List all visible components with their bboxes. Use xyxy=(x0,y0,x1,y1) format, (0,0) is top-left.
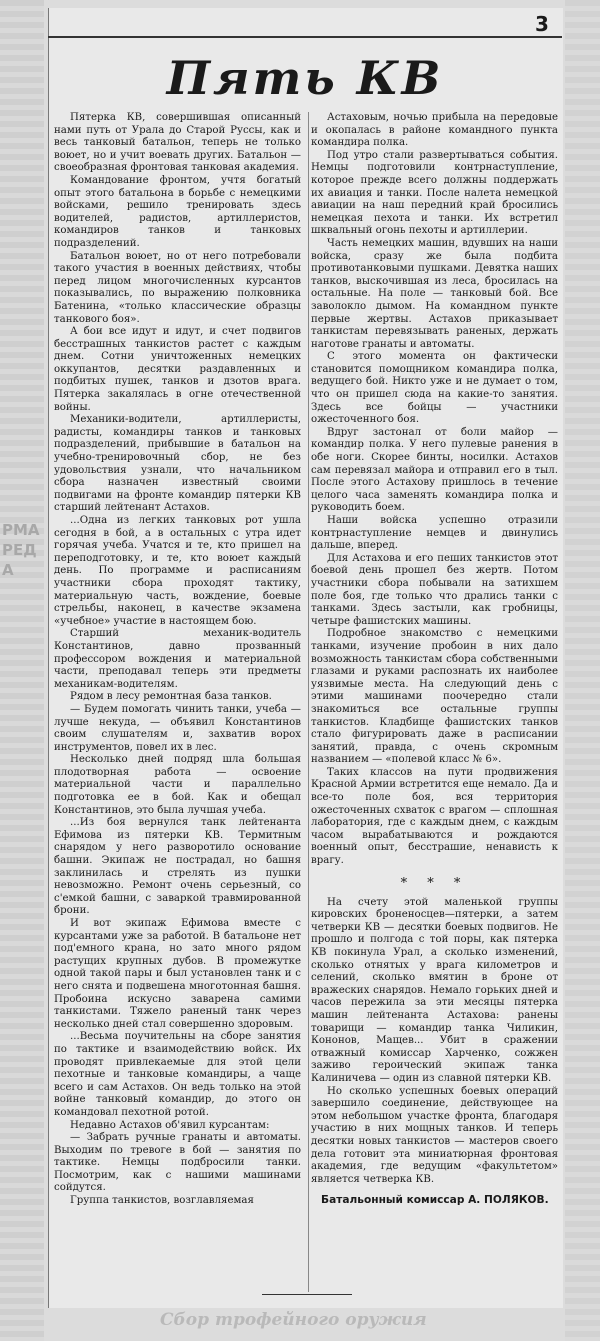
page-number: 3 xyxy=(535,12,549,36)
paragraph: Подробное знакомство с немецкими танками, изучение пробоин в них дало возможность танкистам сбора собственными глазами и руками распознать их наиболее уязвимые места. На следующий день с этими машинами поочередно стали знакомиться все остальные группы танкистов. Кладбище фашистских танков стало фигурировать даже в расписании занятий, правда, с очень скромным названием — «полевой класс № 6». xyxy=(311,628,558,766)
paragraph: — Забрать ручные гранаты и автоматы. Выходим по тревоге в бой — занятия по тактике. Немцы подбросили танки. Посмотрим, как с нашими машинами сойдутся. xyxy=(54,1132,301,1194)
article-column-left xyxy=(54,112,301,1292)
next-article-headline: Сбор трофейного оружия xyxy=(160,1310,427,1330)
paragraph: Рядом в лесу ремонтная база танков. xyxy=(70,691,272,703)
paragraph: ...Весьма поучительны на сборе занятия по тактике и взаимодействию войск. Их проводят привлекаемые для этой цели пехотные и танковые командиры, а чаще всего и сам Астахов. Он ведь только на этой войне танковый командир, до этого он командовал пехотной ротой. xyxy=(54,1031,301,1118)
article-body xyxy=(54,112,558,1292)
paragraph: Механики-водители, артиллеристы, радисты, командиры танков и танковых подразделений, прибывшие в батальон на учебно-тренировочный сбор, не без удовольствия узнали, что начальником сбора назначен известный своими подвигами на фронте командир пятерки КВ старший лейтенант Астахов. xyxy=(54,414,301,514)
paragraph: Пятерка КВ, совершившая описанный нами путь от Урала до Старой Руссы, как и весь танковый батальон, теперь не только воюет, но и учит воевать других. Батальон — своеобразная фронтовая танковая академия. xyxy=(54,112,301,174)
paragraph: ...Из боя вернулся танк лейтенанта Ефимова из пятерки КВ. Термитным снарядом у него разворотило основание башни. Экипаж не пострадал, но башня заклинилась и стрелять из пушки невозможно. Ремонт очень серьезный, со с'емкой башни, с заваркой травмированной брони. xyxy=(54,817,301,917)
paragraph: Наши войска успешно отразили контрнаступление немцев и двинулись дальше, вперед. xyxy=(311,515,558,552)
paragraph: Старший механик-водитель Константинов, давно прозванный профессором вождения и материальной части, преподавал теперь эти предметы механикам-водителям. xyxy=(54,628,301,690)
paragraph: С этого момента он фактически становится помощником командира полка, ведущего бой. Никто уже и не думает о том, что он пришел сюда на какие-то занятия. Здесь все бойцы — участники ожесточенного боя. xyxy=(311,351,558,426)
top-rule xyxy=(48,36,562,38)
paragraph: Для Астахова и его пеших танкистов этот боевой день прошел без жертв. Потом участники сбора побывали на затихшем поле боя, где только что дрались танки с танками. Здесь застыли, как гробницы, четыре фашистских машины. xyxy=(311,552,558,627)
paragraph: Вдруг застонал от боли майор — командир полка. У него пулевые ранения в обе ноги. Скорее бинты, носилки. Астахов сам перевязал майора и отправил его в тыл. После этого Астахову пришлось в течение целого часа заменять командира полка и руководить боем. xyxy=(311,426,558,514)
paragraph: Часть немецких машин, вдувших на наши войска, сразу же была подбита противотанковыми пушками. Девятка наших танков, выскочившая из леса, бросилась на остальные. На поле — танковый бой. Все заволокло дымом. На командном пункте первые жертвы. Астахов приказывает танкистам перевязывать раненых, держать наготове гранаты и автоматы. xyxy=(311,237,558,350)
paragraph: Под утро стали развертываться события. Немцы подготовили контрнаступление, которое прежде всего должны поддержать их авиация и танки. После налета немецкой авиации на наш передний край бросились немецкая пехота и танки. Их встретил шквальный огонь пехоты и артиллерии. xyxy=(311,149,558,237)
neighbor-fragment-text: РМА РЕДА xyxy=(2,521,40,579)
paragraph: А бои все идут и идут, и счет подвигов бесстрашных танкистов растет с каждым днем. Сотни уничтоженных немецких оккупантов, десятки раздавленных и подбитых пушек, танков и дзотов врага. Пятерка закалялась в огне отечественной войны. xyxy=(54,326,301,413)
paragraph: И вот экипаж Ефимова вместе с курсантами уже за работой. В батальоне нет под'емного крана, но зато много рядом растущих крупных дубов. В промежутке одной такой пары и был установлен танк и с него снята и подвешена многотонная башня. Пробоина искусно заварена самими танкистами. Тяжело раненый танк через несколько дней стал совершенно здоровым. xyxy=(54,918,301,1030)
article-title: Пять КВ xyxy=(166,51,444,105)
section-separator: * * * xyxy=(400,875,469,891)
author-signature: Батальонный комиссар А. ПОЛЯКОВ. xyxy=(321,1194,549,1207)
paragraph: ...Одна из легких танковых рот ушла сегодня в бой, а в остальных с утра идет горячая учеба. Учатся и те, кто пришел на переподготовку, и те, кто воюет каждый день. По программе и расписаниям участники сбора проходят тактику, материальную часть, вождение, боевые стрельбы, наконец, в качестве экзамена «учебное» участие в настоящем бою. xyxy=(54,515,301,627)
paragraph: Но сколько успешных боевых операций завершило соединение, действующее на этом небольшом участке фронта, благодаря участию в них мощных танков. И теперь десятки новых танкистов — мастеров своего дела готовит эта миниатюрная фронтовая академия, где ведущим «факультетом» является четверка КВ. xyxy=(311,1085,558,1185)
paragraph: Командование фронтом, учтя богатый опыт этого батальона в борьбе с немецкими войсками, решило тренировать здесь водителей, радистов, артиллеристов, командиров танков и танковых подразделений. xyxy=(54,174,301,249)
paragraph: Недавно Астахов об'явил курсантам: xyxy=(70,1119,270,1131)
paragraph: Астаховым, ночью прибыла на передовые и окопалась в районе командного пункта командира полка. xyxy=(311,112,558,149)
paragraph: Группа танкистов, возглавляемая xyxy=(70,1195,254,1207)
neighbor-column-right xyxy=(565,0,600,1341)
paragraph: — Будем помогать чинить танки, учеба — лучше некуда, — объявил Константинов своим слушателям и, захватив ворох инструментов, повел их в лес. xyxy=(54,703,301,753)
article-column-right xyxy=(311,112,558,1292)
paragraph: Батальон воюет, но от него потребовали такого участия в военных действиях, чтобы перед лицом многочисленных курсантов показывались, по выражению полковника Батенина, «только классические образцы танкового боя». xyxy=(54,250,301,325)
neighbor-column-left xyxy=(0,0,44,1341)
paragraph: Таких классов на пути продвижения Красной Армии встретится еще немало. Да и все-то поле боя, вся территория ожесточенных схваток с врагом — сплошная лаборатория, где с каждым днем, с каждым часом вырабатываются и рождаются военный опыт, бесстрашие, ненависть к врагу. xyxy=(311,766,558,867)
bottom-rule xyxy=(262,1294,352,1295)
paragraph: На счету этой маленькой группы кировских броненосцев—пятерки, а затем четверки КВ — десятки боевых подвигов. Не прошло и полгода с той поры, как пятерка КВ покинула Урал, а сколько изменений, сколько отнятых у врага километров и селений, сколько вмятин в броне от вражеских снарядов. Немало горьких дней и часов пережила за эти месяцы пятерка машин лейтенанта Астахова: ранены товарищи — командир танка Чиликин, Кононов, Мащев... Убит в сражении отважный комиссар Харченко, сожжен заживо героический экипаж танка Калиничева — один из славной пятерки КВ. xyxy=(311,896,558,1084)
paragraph: Несколько дней подряд шла большая плодотворная работа — освоение материальной части и параллельно подготовка ее в бой. Как и обещал Константинов, это была лучшая учеба. xyxy=(54,754,301,816)
